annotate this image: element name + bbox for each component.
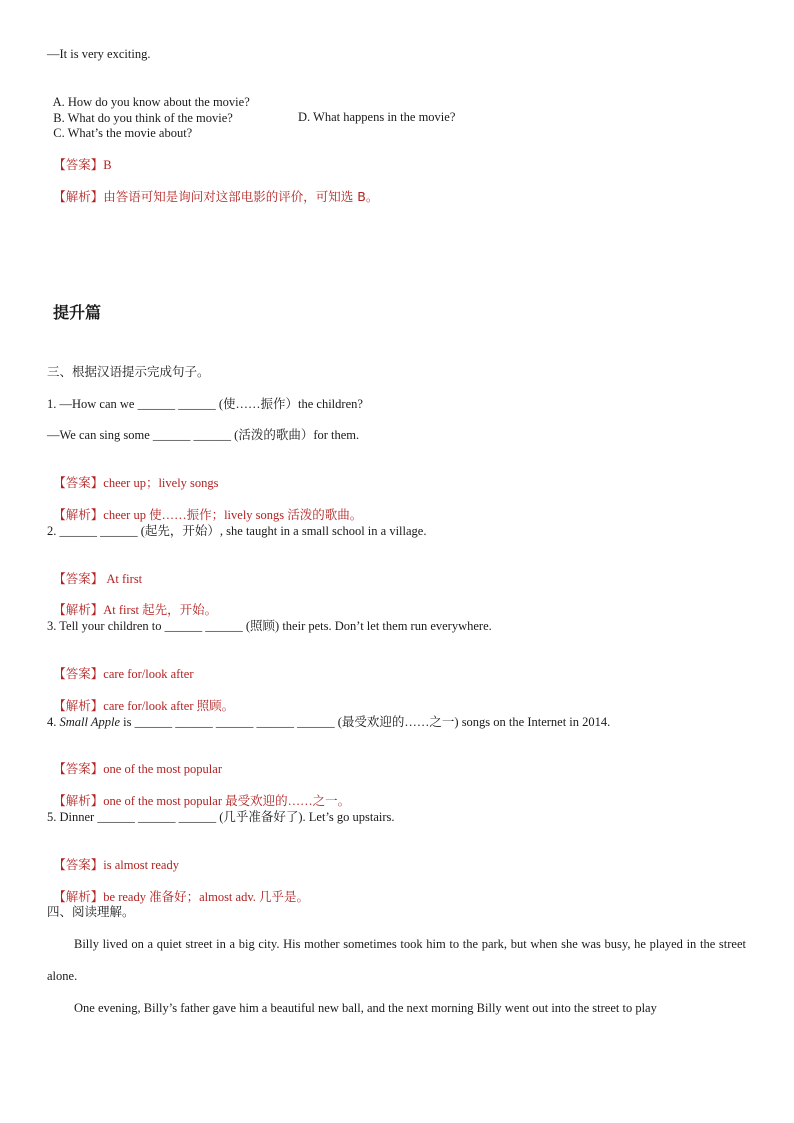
part3-title: 三、根据汉语提示完成句子。 bbox=[47, 364, 210, 379]
answer-tag: 【答案】 bbox=[53, 666, 104, 681]
section-title: 提升篇 bbox=[53, 303, 102, 322]
part4-title: 四、阅读理解。 bbox=[47, 904, 135, 919]
option-c: C. What’s the movie about? bbox=[53, 126, 193, 140]
q1-analysis bbox=[47, 491, 362, 523]
reading-paragraph-1: Billy lived on a quiet street in a big city. His mother sometimes took him to the park, but when she was busy, he played in the street alone. bbox=[47, 937, 746, 983]
reply-line: —It is very exciting. bbox=[47, 47, 151, 61]
answer-tag: 【答案】 bbox=[53, 157, 104, 172]
answer-line bbox=[47, 141, 112, 173]
q4-answer bbox=[47, 745, 222, 777]
answer-tag: 【答案】 bbox=[53, 571, 104, 586]
q4-line bbox=[47, 714, 610, 730]
q3-line: 3. Tell your children to ______ ______ (照顾) their pets. Don’t let them run everywhere. bbox=[47, 619, 492, 633]
analysis-tag: 【解析】 bbox=[53, 189, 104, 204]
answer-text: one of the most popular bbox=[103, 762, 222, 776]
answer-tag: 【答案】 bbox=[53, 475, 104, 490]
analysis-tag: 【解析】 bbox=[53, 889, 104, 904]
q4-rest: is ______ ______ ______ ______ ______ (最受欢迎的……之一) songs on the Internet in 2014. bbox=[120, 715, 611, 729]
q2-line: 2. ______ ______ (起先，开始）, she taught in a small school in a village. bbox=[47, 524, 427, 538]
analysis-text: 由答语可知是询问对这部电影的评价，可知选 B。 bbox=[103, 189, 379, 204]
analysis-text: At first 起先，开始。 bbox=[103, 603, 218, 617]
analysis-tag: 【解析】 bbox=[53, 698, 104, 713]
q5-answer bbox=[47, 841, 179, 873]
q1-line2: —We can sing some ______ ______ (活泼的歌曲）for them. bbox=[47, 428, 360, 442]
option-d: D. What happens in the movie? bbox=[298, 110, 456, 124]
answer-tag: 【答案】 bbox=[53, 761, 104, 776]
q5-analysis bbox=[47, 873, 309, 905]
q1-answer bbox=[47, 459, 219, 491]
q2-answer bbox=[47, 555, 142, 587]
q4-analysis bbox=[47, 777, 350, 809]
analysis-tag: 【解析】 bbox=[53, 602, 104, 617]
q2-analysis bbox=[47, 586, 217, 618]
q1-line1: 1. —How can we ______ ______ (使……振作）the children? bbox=[47, 397, 363, 411]
song-title: Small Apple bbox=[59, 715, 121, 729]
reading-paragraph-2: One evening, Billy’s father gave him a beautiful new ball, and the next morning Billy went out into the street to play bbox=[74, 1001, 657, 1015]
q4-prefix: 4. bbox=[47, 715, 60, 729]
q5-line: 5. Dinner ______ ______ ______ (几乎准备好了). Let’s go upstairs. bbox=[47, 810, 395, 824]
answer-tag: 【答案】 bbox=[53, 857, 104, 872]
analysis-text: be ready 准备好；almost adv. 几乎是。 bbox=[103, 890, 310, 904]
analysis-tag: 【解析】 bbox=[53, 793, 104, 808]
answer-text: At first bbox=[103, 572, 143, 586]
analysis-line bbox=[47, 173, 378, 205]
option-b: B. What do you think of the movie? bbox=[53, 111, 233, 125]
q3-answer bbox=[47, 650, 194, 682]
option-row-cd bbox=[47, 109, 192, 141]
analysis-tag: 【解析】 bbox=[53, 507, 104, 522]
answer-text: is almost ready bbox=[103, 858, 179, 872]
q3-analysis bbox=[47, 682, 234, 714]
analysis-text: cheer up 使……振作；lively songs 活泼的歌曲。 bbox=[103, 508, 363, 522]
answer-text: B bbox=[103, 158, 112, 172]
analysis-text: care for/look after 照顾。 bbox=[103, 699, 235, 713]
option-a: A. How do you know about the movie? bbox=[52, 95, 250, 109]
answer-text: cheer up；lively songs bbox=[103, 476, 219, 490]
analysis-text: one of the most popular 最受欢迎的……之一。 bbox=[103, 794, 351, 808]
answer-text: care for/look after bbox=[103, 667, 194, 681]
